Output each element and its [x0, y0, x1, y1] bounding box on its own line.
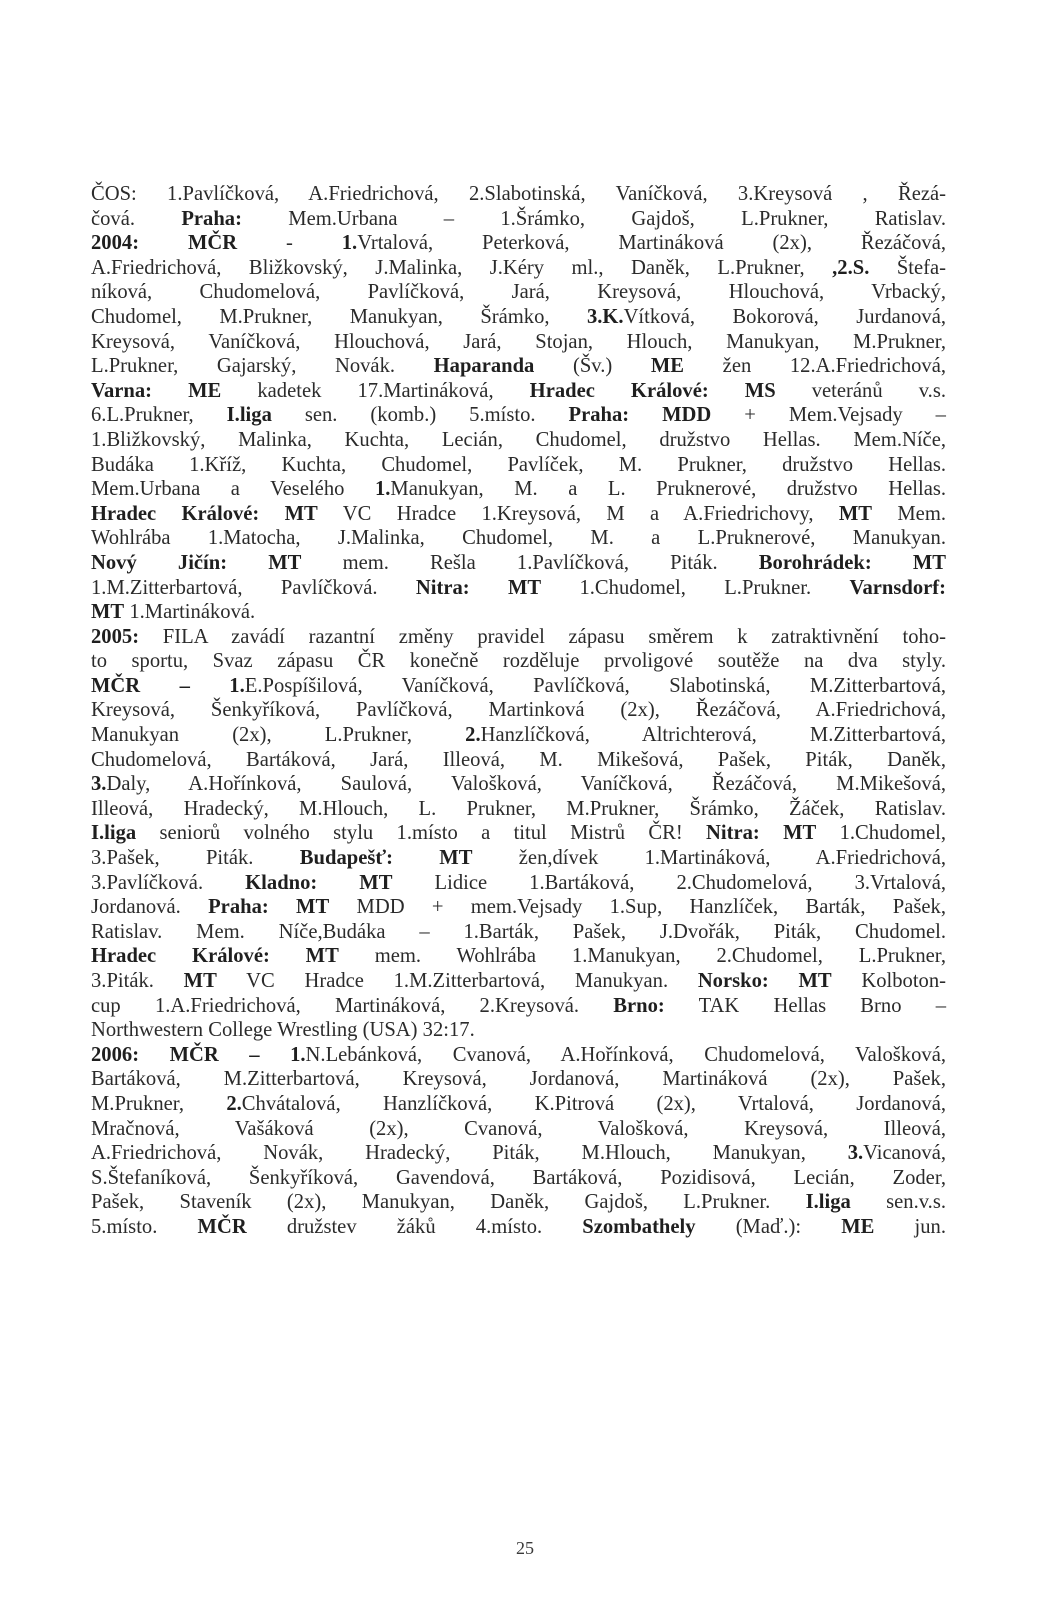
text-line — [91, 1092, 946, 1117]
text-line — [91, 182, 946, 207]
text-run: veteránů v.s. — [775, 379, 946, 402]
bold-text: Varnsdorf: — [849, 576, 946, 599]
bold-text: Nitra: MT — [415, 576, 542, 599]
bold-text: MČR – 1. — [91, 674, 245, 697]
text-line — [91, 1018, 946, 1043]
text-run: Daly, A.Hořínková, Saulová, Valošková, Vaníčková, Řezáčová, M.Mikešová, — [106, 773, 946, 796]
text-run: 1.Bližkovský, Malinka, Kuchta, Lecián, Chudomel, družstvo Hellas. Mem.Níče, — [91, 428, 946, 451]
text-line — [91, 1190, 946, 1215]
text-run: družstev žáků 4.místo. — [246, 1215, 583, 1238]
text-run: Mem.Urbana a Veselého — [91, 478, 375, 501]
text-line — [91, 698, 946, 723]
text-line — [91, 330, 946, 355]
text-line — [91, 625, 946, 650]
text-run: 1.M.Zitterbartová, Pavlíčková. — [91, 576, 416, 599]
bold-text: ,2.S. — [832, 256, 870, 279]
bold-text: Hradec Králové: MT — [91, 945, 339, 968]
text-run: (Šv.) — [534, 355, 651, 378]
text-line — [91, 994, 946, 1019]
text-run: M.Prukner, — [91, 1092, 227, 1115]
text-run: L.Prukner, Gajarský, Novák. — [91, 355, 434, 378]
bold-text: MČR — [187, 232, 238, 255]
text-run: S.Štefaníková, Šenkyříková, Gavendová, Bartáková, Pozidisová, Lecián, Zoder, — [91, 1166, 946, 1189]
text-run: 1.Chudomel, — [816, 822, 947, 845]
text-run: Pašek, Staveník (2x), Manukyan, Daněk, Gajdoš, L.Prukner. — [91, 1191, 806, 1214]
text-run: seniorů volného stylu 1.místo a titul Mistrů ČR! — [136, 822, 707, 845]
text-line — [91, 526, 946, 551]
text-line — [91, 1166, 946, 1191]
text-line — [91, 871, 946, 896]
text-run: Vrtalová, Peterková, Martináková (2x), Řezáčová, — [357, 232, 947, 255]
text-run: Wohlrába 1.Matocha, J.Malinka, Chudomel, M. a L.Pruknerové, Manukyan. — [91, 527, 946, 550]
text-line — [91, 1117, 946, 1142]
bold-text: 3. — [847, 1142, 864, 1165]
text-run: (Maď.): — [695, 1215, 842, 1238]
text-run: MDD + mem.Vejsady 1.Sup, Hanzlíček, Barták, Pašek, — [329, 896, 947, 919]
text-run: Lidice 1.Bartáková, 2.Chudomelová, 3.Vrtalová, — [392, 871, 947, 894]
text-run: 3.Pavlíčková. — [91, 871, 246, 894]
text-run: Mem.Urbana – 1.Šrámko, Gajdoš, L.Prukner, Ratislav. — [241, 207, 946, 230]
text-line — [91, 846, 946, 871]
bold-text: 2. — [465, 724, 481, 747]
text-run: Manukyan (2x), L.Prukner, — [91, 724, 466, 747]
bold-text: ME — [650, 355, 685, 378]
text-run: Kreysová, Šenkyříková, Pavlíčková, Martinková (2x), Řezáčová, A.Friedrichová, — [91, 699, 946, 722]
text-run: Štefa- — [869, 256, 946, 279]
text-line — [91, 649, 946, 674]
text-run: sen.v.s. — [850, 1191, 946, 1214]
bold-text: MT — [838, 502, 873, 525]
text-line — [91, 1043, 946, 1068]
text-run: VC Hradce 1.Kreysová, M a A.Friedrichovy, — [317, 502, 839, 525]
text-line — [91, 280, 946, 305]
text-run: Mračnová, Vašáková (2x), Cvanová, Valošková, Kreysová, Illeová, — [91, 1117, 946, 1140]
bold-text: ME — [188, 379, 222, 402]
bold-text: Brno: — [613, 994, 665, 1017]
text-run: jun. — [874, 1215, 946, 1238]
text-run: 3.Pašek, Piták. — [91, 847, 300, 870]
text-line — [91, 256, 946, 281]
text-line — [91, 453, 946, 478]
text-line — [91, 379, 946, 404]
text-run: 1.Martináková. — [124, 601, 256, 624]
text-line — [91, 772, 946, 797]
bold-text: Praha: MDD — [568, 404, 712, 427]
text-line — [91, 674, 946, 699]
text-line — [91, 944, 946, 969]
bold-text: Praha: — [181, 207, 242, 230]
bold-text: 1. — [374, 478, 391, 501]
text-line — [91, 576, 946, 601]
bold-text: Kladno: MT — [245, 871, 393, 894]
bold-text: Hradec Králové: MS — [529, 379, 776, 402]
bold-text: Norsko: MT — [697, 970, 832, 992]
text-run: Chudomelová, Bartáková, Jará, Illeová, M. Mikešová, Pašek, Piták, Daněk, — [91, 748, 946, 771]
bold-text: Borohrádek: MT — [758, 551, 947, 574]
text-run: žen 12.A.Friedrichová, — [684, 355, 946, 378]
text-run: A.Friedrichová, Bližkovský, J.Malinka, J.Kéry ml., Daněk, L.Prukner, — [91, 256, 833, 279]
text-run: žen,dívek 1.Martináková, A.Friedrichová, — [472, 847, 947, 870]
text-line — [91, 477, 946, 502]
text-line — [91, 354, 946, 379]
bold-text: I.liga — [805, 1191, 851, 1214]
bold-text: Nový Jičín: MT — [91, 551, 302, 574]
bold-text: 1. — [341, 232, 358, 255]
text-run: Manukyan, M. a L. Pruknerové, družstvo Hellas. — [390, 478, 946, 501]
text-run: Jordanová. — [91, 896, 209, 919]
bold-text: Szombathely — [582, 1215, 696, 1238]
text-run: 6.L.Prukner, — [91, 404, 227, 427]
text-line — [91, 551, 946, 576]
bold-text: ME — [841, 1215, 875, 1238]
text-run: Hanzlíčková, Altrichterová, M.Zitterbartová, — [480, 724, 946, 747]
text-run — [152, 380, 188, 402]
bold-text: Varna: — [91, 379, 153, 402]
text-run: VC Hradce 1.M.Zitterbartová, Manukyan. — [216, 970, 698, 992]
bold-text: MT — [91, 601, 125, 624]
text-line — [91, 207, 946, 232]
bold-text: 2005: — [91, 625, 140, 648]
text-run: kadetek 17.Martináková, — [221, 379, 530, 402]
text-line — [91, 723, 946, 748]
bold-text: MT — [183, 970, 217, 992]
text-run: Illeová, Hradecký, M.Hlouch, L. Prukner, M.Prukner, Šrámko, Žáček, Ratislav. — [91, 797, 946, 820]
bold-text: 3.K. — [586, 305, 624, 328]
text-line — [91, 1215, 946, 1240]
text-line — [91, 428, 946, 453]
text-run: ČOS: 1.Pavlíčková, A.Friedrichová, 2.Slabotinská, Vaníčková, 3.Kreysová , Řezá- — [91, 183, 946, 205]
text-run: + Mem.Vejsady – — [711, 404, 946, 427]
text-line — [91, 1067, 946, 1092]
bold-text: 2006: MČR – 1. — [91, 1043, 306, 1066]
text-run: 1.Chudomel, L.Prukner. — [541, 576, 850, 599]
body-text — [91, 182, 946, 1240]
bold-text: Budapešť: MT — [299, 847, 473, 870]
text-run: N.Lebánková, Cvanová, A.Hořínková, Chudomelová, Valošková, — [305, 1043, 947, 1066]
text-run: Kreysová, Vaníčková, Hlouchová, Jará, Stojan, Hlouch, Manukyan, M.Prukner, — [91, 330, 946, 353]
text-run — [139, 232, 188, 254]
text-run: E.Pospíšilová, Vaníčková, Pavlíčková, Slabotinská, M.Zitterbartová, — [244, 674, 946, 697]
text-run: níková, Chudomelová, Pavlíčková, Jará, Kreysová, Hlouchová, Vrbacký, — [91, 281, 946, 304]
text-run: Chudomel, M.Prukner, Manukyan, Šrámko, — [91, 305, 587, 328]
bold-text: Nitra: MT — [706, 822, 817, 845]
bold-text: Praha: MT — [208, 896, 330, 919]
text-run: Chvátalová, Hanzlíčková, K.Pitrová (2x), Vrtalová, Jordanová, — [241, 1092, 946, 1115]
text-run: - — [237, 232, 342, 255]
text-run: A.Friedrichová, Novák, Hradecký, Piták, M.Hlouch, Manukyan, — [91, 1142, 848, 1165]
bold-text: 3. — [91, 773, 107, 796]
text-run: Mem. — [872, 502, 946, 525]
text-line — [91, 748, 946, 773]
page-number: 25 — [516, 1538, 534, 1558]
text-run: mem. Wohlrába 1.Manukyan, 2.Chudomel, L.Prukner, — [338, 945, 946, 968]
text-run: sen. (komb.) 5.místo. — [271, 404, 569, 427]
bold-text: I.liga — [226, 404, 272, 427]
text-run: Kolboton- — [831, 970, 946, 992]
text-line — [91, 895, 946, 920]
text-line — [91, 231, 946, 256]
text-line — [91, 502, 946, 527]
bold-text: 2004: — [91, 232, 140, 255]
text-line — [91, 305, 946, 330]
bold-text: Haparanda — [433, 355, 535, 378]
text-run: Northwestern College Wrestling (USA) 32:17. — [91, 1019, 475, 1042]
text-line — [91, 1141, 946, 1166]
bold-text: Hradec Králové: MT — [91, 502, 318, 525]
text-line — [91, 600, 946, 625]
text-run: 3.Piták. — [91, 970, 184, 992]
text-run: cup 1.A.Friedrichová, Martináková, 2.Kreysová. — [91, 994, 614, 1017]
text-line — [91, 969, 946, 994]
text-run: čová. — [91, 207, 182, 230]
text-run: FILA zavádí razantní změny pravidel zápasu směrem k zatraktivnění toho- — [139, 625, 946, 648]
text-line — [91, 920, 946, 945]
text-run: mem. Rešla 1.Pavlíčková, Piták. — [301, 551, 759, 574]
text-run: Budáka 1.Kříž, Kuchta, Chudomel, Pavlíček, M. Prukner, družstvo Hellas. — [91, 453, 946, 476]
text-line — [91, 821, 946, 846]
text-run: Bartáková, M.Zitterbartová, Kreysová, Jordanová, Martináková (2x), Pašek, — [91, 1068, 946, 1091]
text-run: 5.místo. — [91, 1215, 198, 1238]
text-line — [91, 797, 946, 822]
bold-text: I.liga — [91, 822, 137, 845]
text-run: Vicanová, — [863, 1142, 946, 1165]
bold-text: MČR — [197, 1215, 247, 1238]
text-run: TAK Hellas Brno – — [664, 994, 946, 1017]
text-line — [91, 403, 946, 428]
text-run: to sportu, Svaz zápasu ČR konečně rozděluje prvoligové soutěže na dva styly. — [91, 650, 946, 673]
bold-text: 2. — [226, 1092, 242, 1115]
text-run: Vítková, Bokorová, Jurdanová, — [623, 305, 946, 328]
text-run: Ratislav. Mem. Níče,Budáka – 1.Barták, Pašek, J.Dvořák, Piták, Chudomel. — [91, 920, 946, 943]
